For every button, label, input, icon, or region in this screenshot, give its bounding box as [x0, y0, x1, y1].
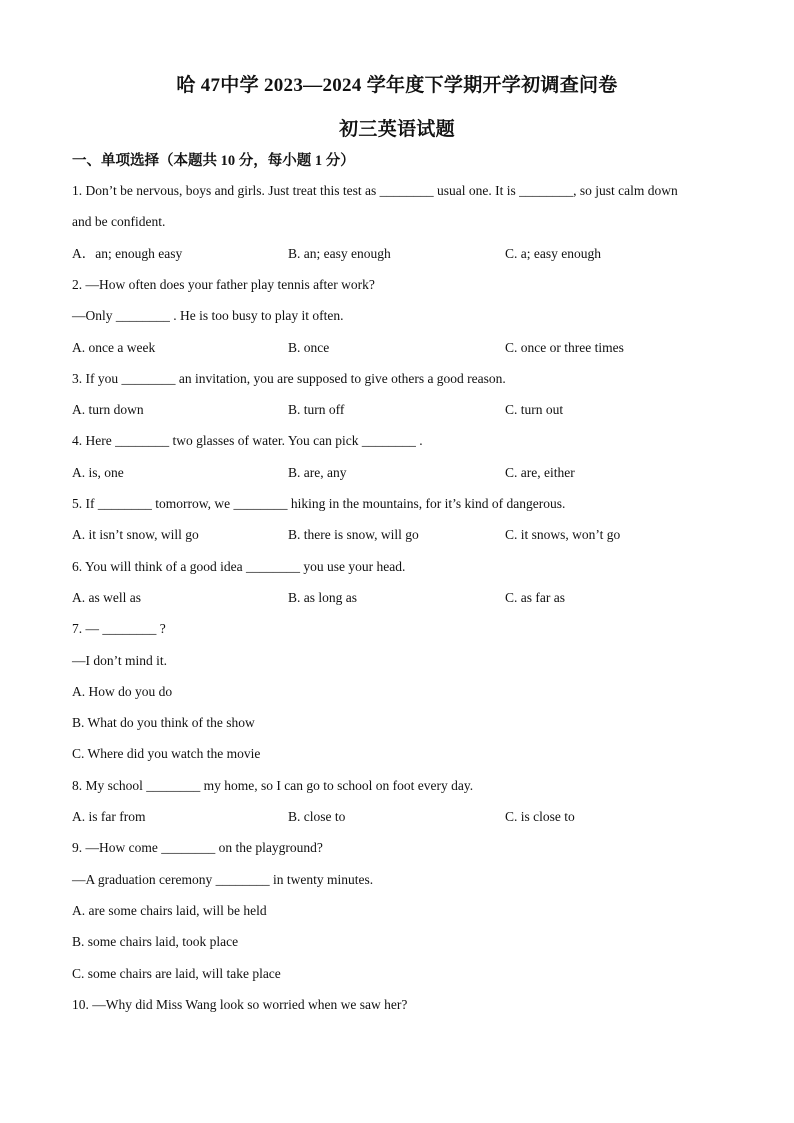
answer-option: C. once or three times	[505, 339, 624, 355]
question-text: 5. If ________ tomorrow, we ________ hiking in the mountains, for it’s kind of dangerous.	[72, 496, 566, 511]
question-text: —Only ________ . He is too busy to play it often.	[72, 308, 344, 324]
question-5-line	[0, 494, 794, 514]
answer-option: A. is, one	[72, 464, 124, 480]
question-8-line	[0, 776, 794, 796]
question-7-option-row	[0, 682, 794, 702]
question-7-line	[0, 651, 794, 671]
answer-option: A．an; enough easy	[72, 245, 183, 261]
answer-option: B. as long as	[288, 589, 357, 605]
answer-option: B. turn off	[288, 402, 345, 418]
answer-option: C. as far as	[505, 589, 565, 605]
question-3-options	[0, 400, 794, 420]
answer-option: B. some chairs laid, took place	[72, 934, 239, 950]
question-2-line	[0, 275, 794, 295]
answer-option: A. once a week	[72, 339, 156, 355]
question-9-option-row	[0, 932, 794, 952]
question-9-line	[0, 838, 794, 858]
question-text: 8. My school ________ my home, so I can go to school on foot every day.	[72, 777, 474, 793]
question-9-option-row	[0, 901, 794, 921]
answer-option: B. there is snow, will go	[288, 527, 419, 543]
question-2-options	[0, 338, 794, 358]
answer-option: B. once	[288, 339, 330, 355]
answer-option: C. turn out	[505, 402, 564, 418]
question-7-line	[0, 619, 794, 639]
question-text: 3. If you ________ an invitation, you are supposed to give others a good reason.	[72, 370, 506, 386]
question-text: 6. You will think of a good idea ________ you use your head.	[72, 558, 406, 574]
question-9-option-row	[0, 964, 794, 984]
answer-option: A. it isn’t snow, will go	[72, 527, 199, 543]
answer-option: B. What do you think of the show	[72, 715, 255, 731]
answer-option: A. turn down	[72, 402, 144, 418]
question-1-line	[0, 181, 794, 201]
question-8-options	[0, 807, 794, 827]
question-text: 7. — ________ ?	[72, 621, 166, 637]
question-text: 2. —How often does your father play tennis after work?	[72, 276, 375, 292]
answer-option: B. close to	[288, 809, 346, 824]
answer-option: A. How do you do	[72, 683, 173, 699]
question-text: —I don’t mind it.	[72, 652, 168, 668]
answer-option: C. are, either	[505, 464, 575, 480]
question-3-line	[0, 369, 794, 389]
question-5-options	[0, 525, 794, 545]
answer-option: C. it snows, won’t go	[505, 527, 621, 543]
question-7-option-row	[0, 713, 794, 733]
question-1-options	[0, 244, 794, 264]
question-1-line	[0, 212, 794, 232]
question-10-line	[0, 995, 794, 1015]
question-9-line	[0, 870, 794, 890]
answer-option: A. as well as	[72, 589, 141, 605]
question-6-options	[0, 588, 794, 608]
section-heading: 一、单项选择（本题共 10 分，每小题 1 分）	[72, 153, 355, 169]
answer-option: C. Where did you watch the movie	[72, 746, 261, 762]
page-title: 哈 47中学 2023—2024 学年度下学期开学初调查问卷	[176, 75, 618, 96]
question-4-options	[0, 463, 794, 483]
answer-option: C. some chairs are laid, will take place	[72, 965, 281, 981]
question-text: 1. Don’t be nervous, boys and girls. Just treat this test as ________ usual one. It is ________, so just calm down	[72, 183, 678, 198]
answer-option: B. are, any	[288, 464, 347, 480]
answer-option: A. is far from	[72, 809, 146, 824]
answer-option: B. an; easy enough	[288, 245, 391, 261]
question-text: 4. Here ________ two glasses of water. You can pick ________ .	[72, 433, 423, 449]
answer-option: C. a; easy enough	[505, 245, 601, 261]
question-7-option-row	[0, 744, 794, 764]
answer-option: A. are some chairs laid, will be held	[72, 902, 267, 918]
question-text: 10. —Why did Miss Wang look so worried when we saw her?	[72, 996, 408, 1012]
question-text: 9. —How come ________ on the playground?	[72, 840, 323, 856]
question-2-line	[0, 306, 794, 326]
page-subtitle: 初三英语试题	[339, 119, 455, 140]
question-text: and be confident.	[72, 214, 166, 230]
answer-option: C. is close to	[505, 809, 575, 824]
question-text: —A graduation ceremony ________ in twenty minutes.	[72, 871, 374, 887]
question-6-line	[0, 557, 794, 577]
question-4-line	[0, 431, 794, 451]
